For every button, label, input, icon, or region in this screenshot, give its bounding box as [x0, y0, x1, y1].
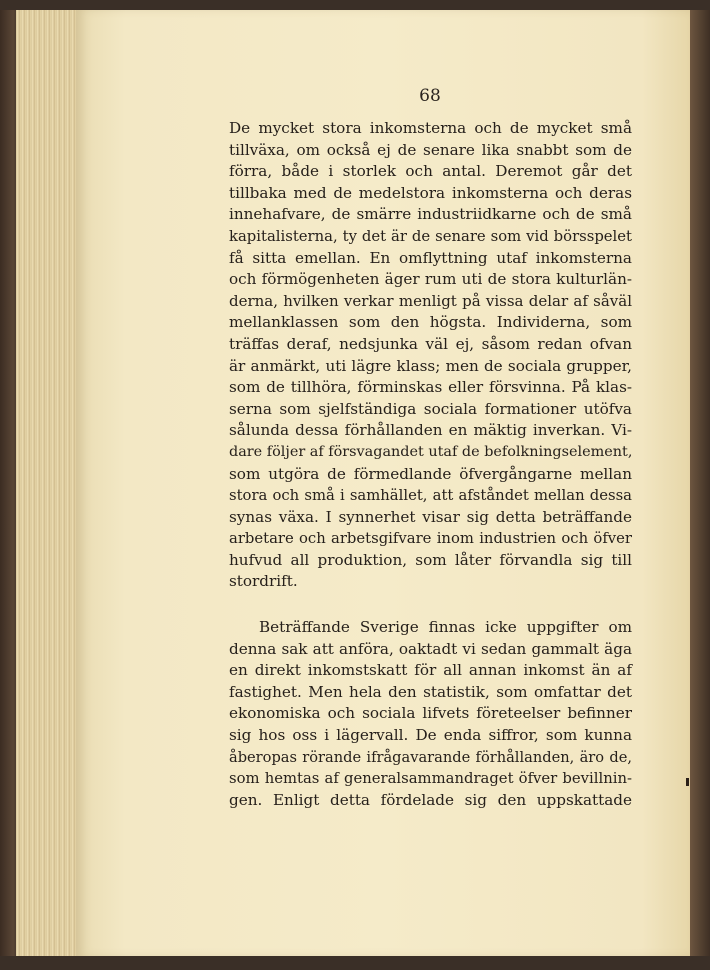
text-line: kapitalisterna, ty det är de senare som vid börsspelet [229, 227, 632, 245]
text-line: och förmögenheten äger rum uti de stora kulturlän- [229, 270, 632, 289]
text-line: sålunda dessa förhållanden en mäktig inverkan. Vi- [229, 421, 632, 440]
text-line: dare följer af försvagandet utaf de befolkningselement, [229, 443, 633, 460]
text-line: träffas deraf, nedsjunka väl ej, såsom redan ofvan [229, 334, 632, 353]
page-text [229, 118, 632, 811]
text-line: som hemtas af generalsammandraget öfver bevillnin- [229, 770, 632, 788]
text-line: åberopas rörande ifrågavarande förhållanden, äro de, [229, 748, 632, 766]
text-line: serna som sjelfständiga sociala formationer utöfva [229, 399, 632, 418]
text-line: De mycket stora inkomsterna och de mycket små [229, 119, 632, 137]
text-line: som de tillhöra, förminskas eller försvinna. På klas- [229, 378, 632, 397]
margin-mark [686, 778, 689, 786]
text-line: gen. Enligt detta fördelade sig den uppskattade [229, 790, 632, 809]
text-line: stora och små i samhället, att afståndet mellan dessa [229, 487, 632, 505]
text-line: arbetare och arbetsgifvare inom industrien och öfver [229, 530, 632, 548]
text-line: tillväxa, om också ej de senare lika snabbt som de [229, 140, 632, 159]
text-line: stordrift. [229, 572, 298, 591]
text-line: sig hos oss i lägervall. De enda siffror, som kunna [229, 726, 632, 745]
paragraph-2 [229, 617, 632, 811]
text-line: fastighet. Men hela den statistik, som omfattar det [229, 682, 632, 701]
text-line: få sitta emellan. En omflyttning utaf inkomsterna [229, 248, 632, 267]
page-edges [16, 8, 79, 960]
text-line: derna, hvilken verkar menligt på vissa delar af såväl [229, 291, 632, 310]
text-line: tillbaka med de medelstora inkomsterna och deras [229, 183, 632, 202]
text-line: förra, både i storlek och antal. Deremot går det [229, 162, 632, 181]
text-line: en direkt inkomstskatt för all annan inkomst än af [229, 661, 632, 680]
paragraph-1 [229, 118, 632, 593]
text-line: synas växa. I synnerhet visar sig detta beträffande [229, 507, 632, 526]
bottom-edge [0, 956, 710, 970]
page-number: 68 [419, 86, 441, 106]
text-line: mellanklassen som den högsta. Individerna, som [229, 313, 632, 332]
top-edge [0, 0, 710, 10]
text-line: hufvud all produktion, som låter förvandla sig till [229, 550, 632, 569]
right-page-edge [690, 0, 710, 970]
text-line: ekonomiska och sociala lifvets företeelser befinner [229, 704, 632, 723]
text-line: innehafvare, de smärre industriidkarne och de små [229, 205, 632, 224]
text-line: är anmärkt, uti lägre klass; men de sociala grupper, [229, 356, 632, 375]
text-line: som utgöra de förmedlande öfvergångarne mellan [229, 464, 632, 483]
text-line: Beträffande Sverige finnas icke uppgifter om [259, 618, 632, 637]
text-line: denna sak att anföra, oaktadt vi sedan gammalt äga [229, 639, 632, 658]
